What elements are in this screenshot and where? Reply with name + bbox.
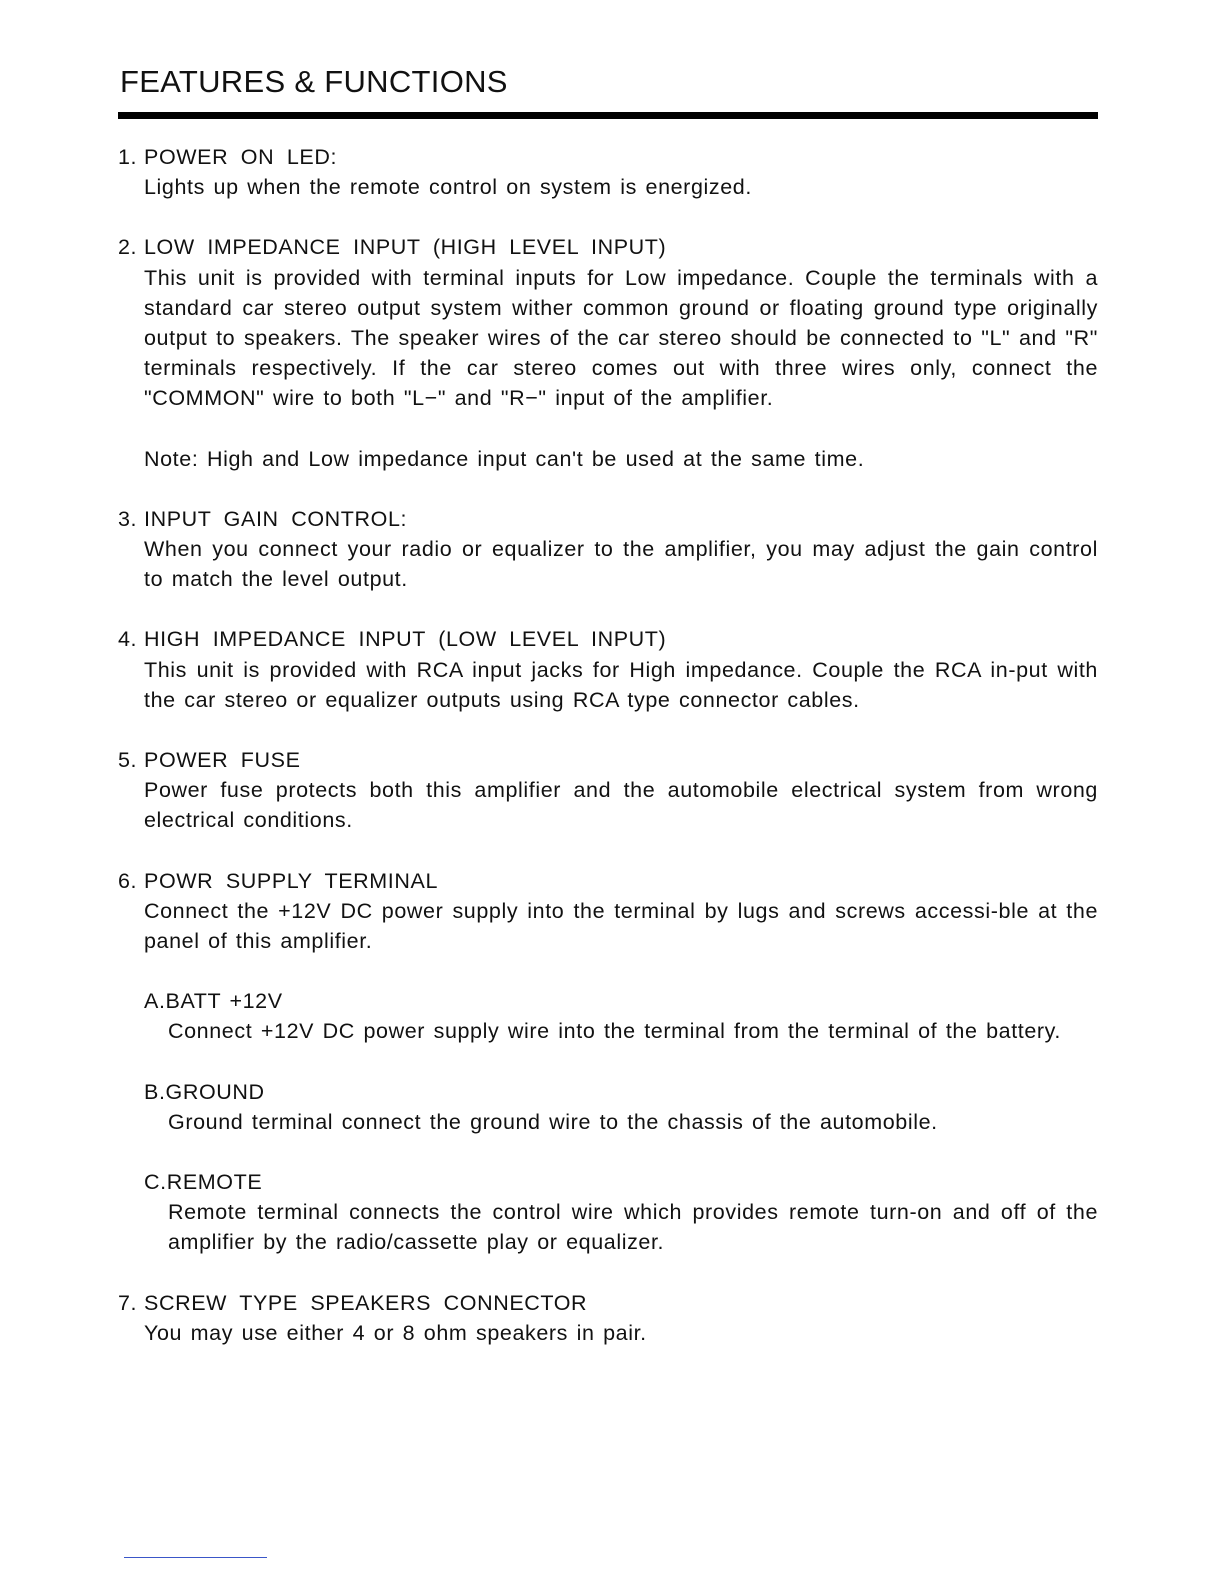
section-number: 5.	[118, 748, 138, 773]
subsection-heading: B.GROUND	[144, 1079, 265, 1104]
subsection-remote	[144, 1167, 1098, 1258]
section-body: This unit is provided with RCA input jacks for High impedance. Couple the RCA in-put with the car stereo or equalizer outputs using RCA type connector cables.	[144, 657, 1098, 712]
section-number: 1.	[118, 145, 138, 169]
section-number: 3.	[118, 506, 138, 531]
section-body: You may use either 4 or 8 ohm speakers in pair.	[144, 1320, 647, 1345]
subsection-ground	[144, 1077, 1098, 1137]
section-screw-type-speakers-connector	[118, 1288, 1098, 1348]
section-body: Lights up when the remote control on system is energized.	[144, 175, 752, 200]
section-body: Connect the +12V DC power supply into the terminal by lugs and screws accessi-ble at the panel of this amplifier.	[144, 898, 1098, 954]
subsection-body: Remote terminal connects the control wire which provides remote turn-on and off of the amplifier by the radio/cassette play or equalizer.	[168, 1200, 1098, 1255]
section-power-fuse	[118, 745, 1098, 836]
section-number: 4.	[118, 627, 138, 652]
page-title: FEATURES & FUNCTIONS	[120, 64, 508, 99]
section-low-impedance-input	[118, 232, 1098, 473]
section-input-gain-control	[118, 504, 1098, 595]
section-heading: POWR SUPPLY TERMINAL	[144, 868, 439, 893]
section-heading: LOW IMPEDANCE INPUT (HIGH LEVEL INPUT)	[144, 235, 667, 260]
subsection-heading: A.BATT +12V	[144, 989, 283, 1014]
section-number: 6.	[118, 868, 138, 893]
section-heading: HIGH IMPEDANCE INPUT (LOW LEVEL INPUT)	[144, 627, 667, 652]
section-power-supply-terminal	[118, 866, 1098, 1258]
section-number: 2.	[118, 235, 138, 260]
section-heading: INPUT GAIN CONTROL:	[144, 506, 408, 531]
section-note: Note: High and Low impedance input can't be used at the same time.	[144, 446, 865, 471]
section-body: This unit is provided with terminal inputs for Low impedance. Couple the terminals with a standard car stereo output system wither common ground or floating ground type originally output to speakers. The speaker wires of the car stereo should be connected to "L" and "R" terminals respectively. If the car stereo comes out with three wires only, connect the "COMMON" wire to both "L−" and "R−" input of the amplifier.	[144, 265, 1098, 411]
title-underline-rule	[118, 112, 1098, 119]
footer-rule	[124, 1557, 267, 1558]
section-heading: SCREW TYPE SPEAKERS CONNECTOR	[144, 1290, 588, 1315]
subsection-heading: C.REMOTE	[144, 1170, 263, 1195]
section-high-impedance-input	[118, 624, 1098, 715]
section-number: 7.	[118, 1290, 138, 1315]
subsection-body: Connect +12V DC power supply wire into the terminal from the terminal of the battery.	[168, 1019, 1061, 1044]
section-power-on-led	[118, 142, 1098, 202]
section-body: Power fuse protects both this amplifier and the automobile electrical system from wrong electrical conditions.	[144, 778, 1098, 833]
terminal-subsections	[144, 986, 1098, 1257]
features-list	[118, 142, 1098, 1378]
section-body: When you connect your radio or equalizer to the amplifier, you may adjust the gain control to match the level output.	[144, 537, 1098, 592]
section-heading: POWER ON LED:	[144, 145, 338, 169]
subsection-batt	[144, 986, 1098, 1046]
section-heading: POWER FUSE	[144, 748, 301, 773]
subsection-body: Ground terminal connect the ground wire to the chassis of the automobile.	[168, 1109, 938, 1134]
